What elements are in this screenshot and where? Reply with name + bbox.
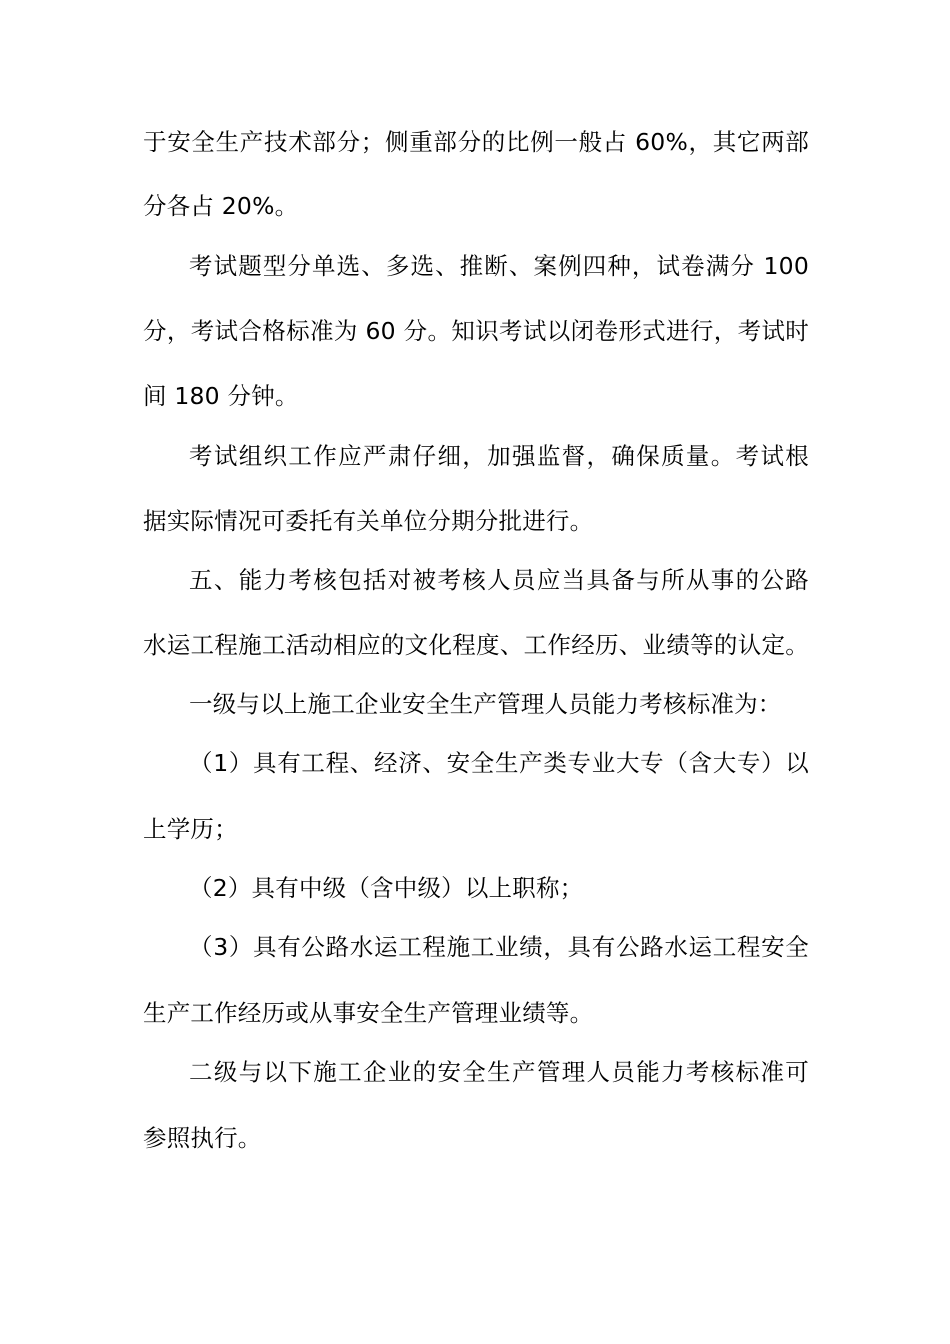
text-line: （1）具有工程、经济、安全生产类专业大专（含大专）以 [189, 749, 809, 777]
text-line: （3）具有公路水运工程施工业绩，具有公路水运工程安全 [189, 933, 809, 961]
text-line: 生产工作经历或从事安全生产管理业绩等。 [143, 999, 594, 1027]
text-line: 间 180 分钟。 [143, 382, 299, 410]
text-line: 据实际情况可委托有关单位分期分批进行。 [143, 507, 594, 535]
text-line: 分，考试合格标准为 60 分。知识考试以闭卷形式进行，考试时 [143, 317, 809, 345]
text-line: 水运工程施工活动相应的文化程度、工作经历、业绩等的认定。 [143, 631, 809, 659]
text-line: 二级与以下施工企业的安全生产管理人员能力考核标准可 [189, 1058, 809, 1086]
text-line: 五、能力考核包括对被考核人员应当具备与所从事的公路 [189, 566, 809, 594]
text-line: （2）具有中级（含中级）以上职称； [189, 874, 584, 902]
text-line: 参照执行。 [143, 1124, 262, 1152]
text-line: 考试题型分单选、多选、推断、案例四种，试卷满分 100 [189, 252, 809, 280]
text-line: 一级与以上施工企业安全生产管理人员能力考核标准为： [189, 690, 782, 718]
text-line: 于安全生产技术部分；侧重部分的比例一般占 60%，其它两部 [143, 128, 809, 156]
text-line: 上学历； [143, 815, 238, 843]
text-line: 分各占 20%。 [143, 192, 299, 220]
text-line: 考试组织工作应严肃仔细，加强监督，确保质量。考试根 [189, 442, 809, 470]
